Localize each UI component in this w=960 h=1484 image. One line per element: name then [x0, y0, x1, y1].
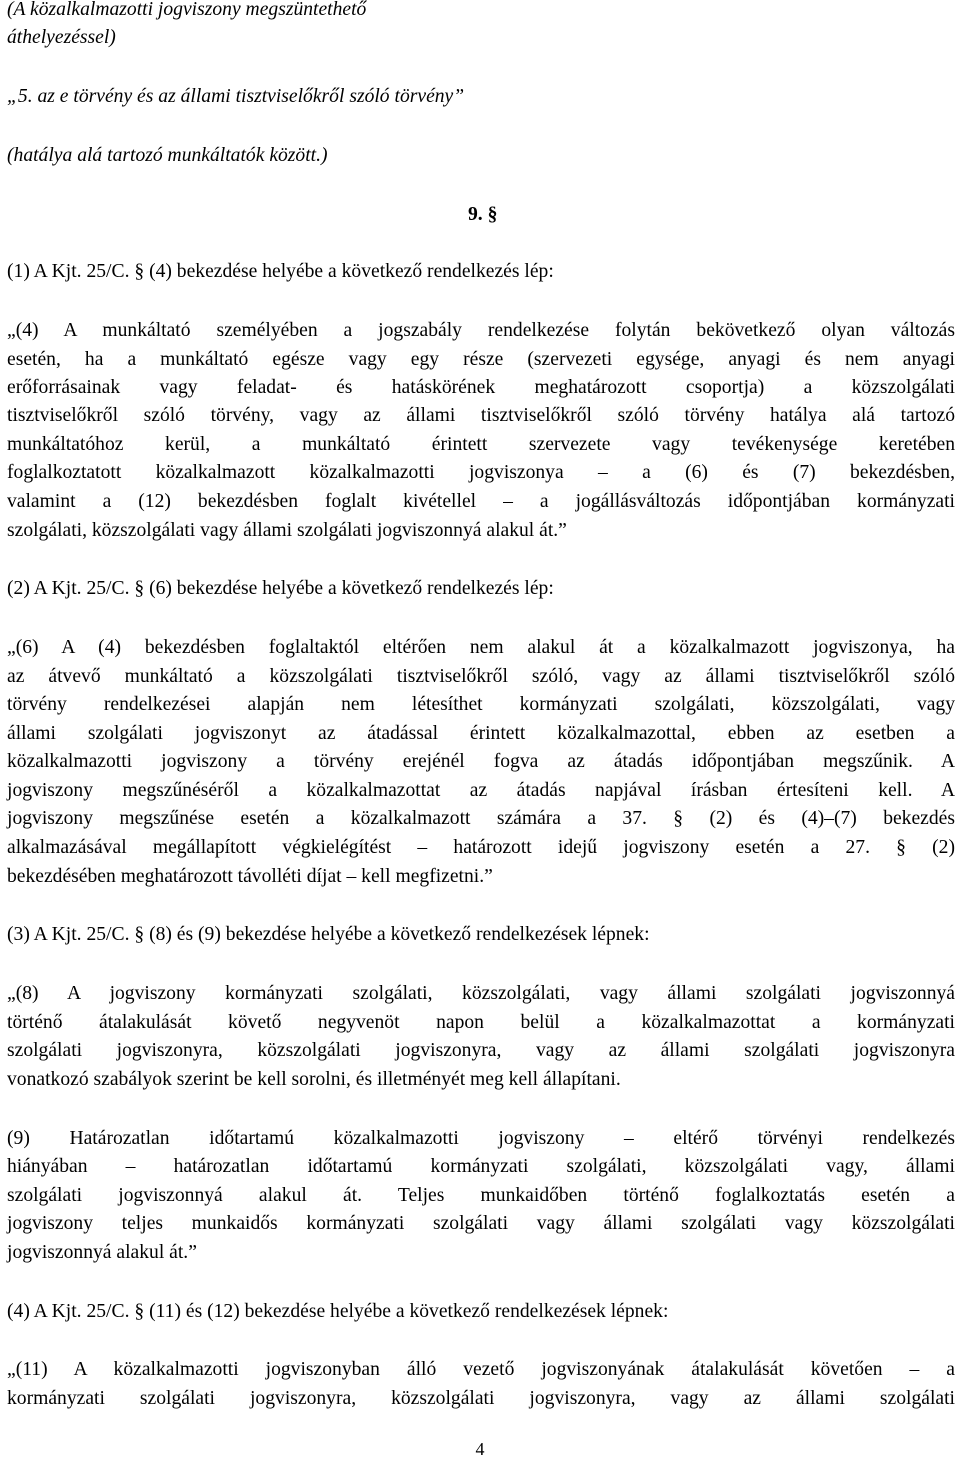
text-line: történő átalakulását követő negyvenöt napon belül a közalkalmazottat a kormányzati	[7, 1012, 955, 1033]
text-line: „(11) A közalkalmazotti jogviszonyban álló vezető jogviszonyának átalakulását követően – a	[7, 1359, 955, 1380]
text-line: bekezdésében meghatározott távolléti díjat – kell megfizetni.”	[7, 866, 493, 887]
header-line-2: áthelyezéssel)	[7, 27, 116, 48]
text-line: szolgálati jogviszonyra, közszolgálati jogviszonyra, vagy az állami szolgálati jogviszonyra	[7, 1040, 955, 1061]
text-line: törvény rendelkezései alapján nem létesíthet kormányzati szolgálati, közszolgálati, vagy	[7, 694, 955, 715]
text-line: „(8) A jogviszony kormányzati szolgálati, közszolgálati, vagy állami szolgálati jogviszonnyá	[7, 983, 955, 1004]
header-line-3: „5. az e törvény és az állami tisztviselőkről szóló törvény”	[7, 86, 465, 107]
text-line: esetén, ha a munkáltató egésze vagy egy része (szervezeti egysége, anyagi és nem anyagi	[7, 349, 955, 370]
amendment-intro-3: (3) A Kjt. 25/C. § (8) és (9) bekezdése helyébe a következő rendelkezések lépnek:	[7, 924, 650, 945]
text-line: tisztviselőkről szóló törvény, vagy az állami tisztviselőkről szóló törvény hatálya alá tartozó	[7, 405, 955, 426]
amendment-intro-4: (4) A Kjt. 25/C. § (11) és (12) bekezdése helyébe a következő rendelkezések lépnek:	[7, 1301, 669, 1322]
text-line: jogviszonnyá alakul át.”	[7, 1242, 197, 1263]
text-line: állami szolgálati jogviszonyt az átadással érintett közalkalmazottal, ebben az esetben a	[7, 723, 955, 744]
section-title: 9. §	[468, 204, 498, 225]
text-line: „(6) A (4) bekezdésben foglaltaktól eltérően nem alakul át a közalkalmazott jogviszonya, ha	[7, 637, 955, 658]
text-line: munkáltatóhoz kerül, a munkáltató érintett szervezete vagy tevékenysége keretében	[7, 434, 955, 455]
text-line: kormányzati szolgálati jogviszonyra, közszolgálati jogviszonyra, vagy az állami szolgálati	[7, 1388, 955, 1409]
header-line-1: (A közalkalmazotti jogviszony megszüntethető	[7, 0, 367, 20]
text-line: erőforrásainak vagy feladat- és hatáskörének meghatározott csoportja) a közszolgálati	[7, 377, 955, 398]
text-line: alkalmazásával megállapított végkielégítést – határozott idejű jogviszony esetén a 27. § (2)	[7, 837, 955, 858]
page-number: 4	[475, 1439, 485, 1459]
text-line: jogviszony megszűnéséről a közalkalmazottat az átadás napjával írásban értesíteni kell. A	[7, 780, 955, 801]
text-line: „(4) A munkáltató személyében a jogszabály rendelkezése folytán bekövetkező olyan változás	[7, 320, 955, 341]
text-line: foglalkoztatott közalkalmazott közalkalmazotti jogviszonya – a (6) és (7) bekezdésben,	[7, 462, 955, 483]
amendment-intro-2: (2) A Kjt. 25/C. § (6) bekezdése helyébe a következő rendelkezés lép:	[7, 578, 554, 599]
text-line: (9) Határozatlan időtartamú közalkalmazotti jogviszony – eltérő törvényi rendelkezés	[7, 1128, 955, 1149]
amendment-intro-1: (1) A Kjt. 25/C. § (4) bekezdése helyébe a következő rendelkezés lép:	[7, 261, 554, 282]
text-line: vonatkozó szabályok szerint be kell sorolni, és illetményét meg kell állapítani.	[7, 1069, 621, 1090]
header-line-4: (hatálya alá tartozó munkáltatók között.)	[7, 145, 328, 166]
text-line: szolgálati jogviszonnyá alakul át. Teljes munkaidőben történő foglalkoztatás esetén a	[7, 1185, 955, 1206]
text-line: hiányában – határozatlan időtartamú kormányzati szolgálati, közszolgálati vagy, állami	[7, 1156, 955, 1177]
text-line: jogviszony teljes munkaidős kormányzati szolgálati vagy állami szolgálati vagy közszolgálati	[7, 1213, 955, 1234]
text-line: közalkalmazotti jogviszony a törvény erejénél fogva az átadás időpontjában megszűnik. A	[7, 751, 955, 772]
text-line: jogviszony megszűnése esetén a közalkalmazott számára a 37. § (2) és (4)–(7) bekezdés	[7, 808, 955, 829]
text-line: az átvevő munkáltató a közszolgálati tisztviselőkről szóló, vagy az állami tisztviselőkről szóló	[7, 666, 955, 687]
text-line: valamint a (12) bekezdésben foglalt kivétellel – a jogállásváltozás időpontjában kormányzati	[7, 491, 955, 512]
text-line: szolgálati, közszolgálati vagy állami szolgálati jogviszonnyá alakul át.”	[7, 520, 567, 541]
